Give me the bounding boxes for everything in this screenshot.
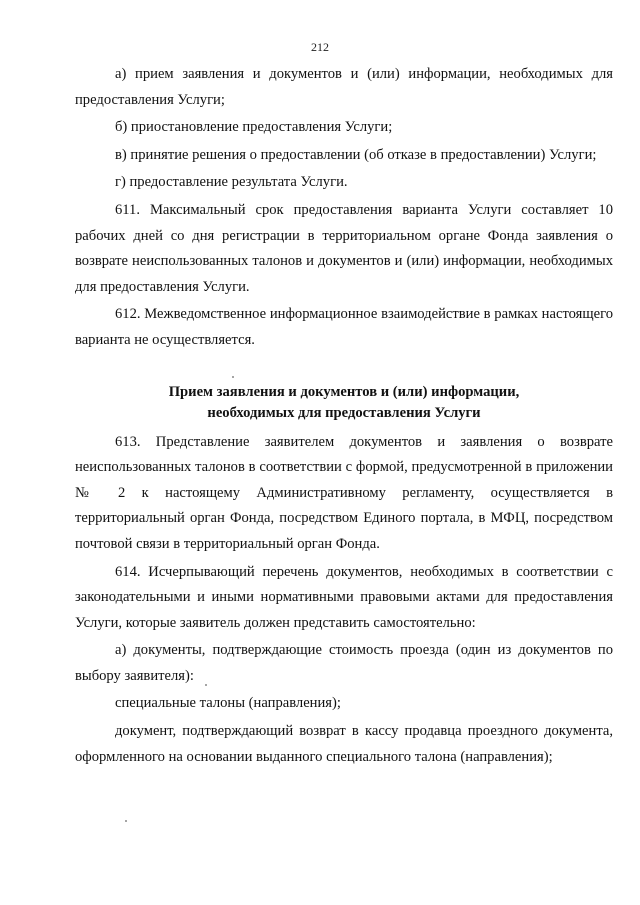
document-body <box>75 62 613 772</box>
paragraph-613: 613. Представление заявителем документов и заявления о возврате неиспользованных талонов в соответствии с формой, предусмотренной в приложении № 2 к настоящему Административному регламенту, осуществляется в территориальный орган Фонда, посредством Единого портала, в МФЦ, посредством почтовой связи в территориальный орган Фонда. <box>75 433 613 552</box>
paragraph-item-g: г) предоставление результата Услуги. <box>115 174 348 191</box>
paragraph-special-tickets: специальные талоны (направления); <box>115 695 341 712</box>
paragraph-item-b: б) приостановление предоставления Услуги; <box>115 119 393 136</box>
page-number: 212 <box>311 40 329 54</box>
paragraph-item-a: а) прием заявления и документов и (или) информации, необходимых для предоставления Услуги; <box>75 66 613 108</box>
section-heading-line-2: необходимых для предоставления Услуги <box>207 404 481 421</box>
section-heading <box>75 382 613 424</box>
paragraph-614: 614. Исчерпывающий перечень документов, необходимых в соответствии с законодательными и иными нормативными правовыми актами для предоставления Услуги, которые заявитель должен представить самостоятельно: <box>75 563 613 631</box>
scan-speck <box>125 820 127 822</box>
paragraph-612: 612. Межведомственное информационное взаимодействие в рамках настоящего варианта не осуществляется. <box>75 306 613 348</box>
paragraph-return-document: документ, подтверждающий возврат в кассу продавца проездного документа, оформленного на основании выданного специального талона (направления); <box>75 723 613 765</box>
scan-speck <box>205 684 207 686</box>
section-heading-line-1: Прием заявления и документов и (или) информации, <box>168 383 520 400</box>
scan-speck <box>232 376 234 378</box>
paragraph-614-item-a: а) документы, подтверждающие стоимость проезда (один из документов по выбору заявителя): <box>75 642 613 684</box>
paragraph-item-v: в) принятие решения о предоставлении (об отказе в предоставлении) Услуги; <box>115 146 597 163</box>
paragraph-611: 611. Максимальный срок предоставления варианта Услуги составляет 10 рабочих дней со дня регистрации в территориальном органе Фонда заявления о возврате неиспользованных талонов и документов и (или) информации, необходимых для предоставления Услуги. <box>75 201 613 295</box>
